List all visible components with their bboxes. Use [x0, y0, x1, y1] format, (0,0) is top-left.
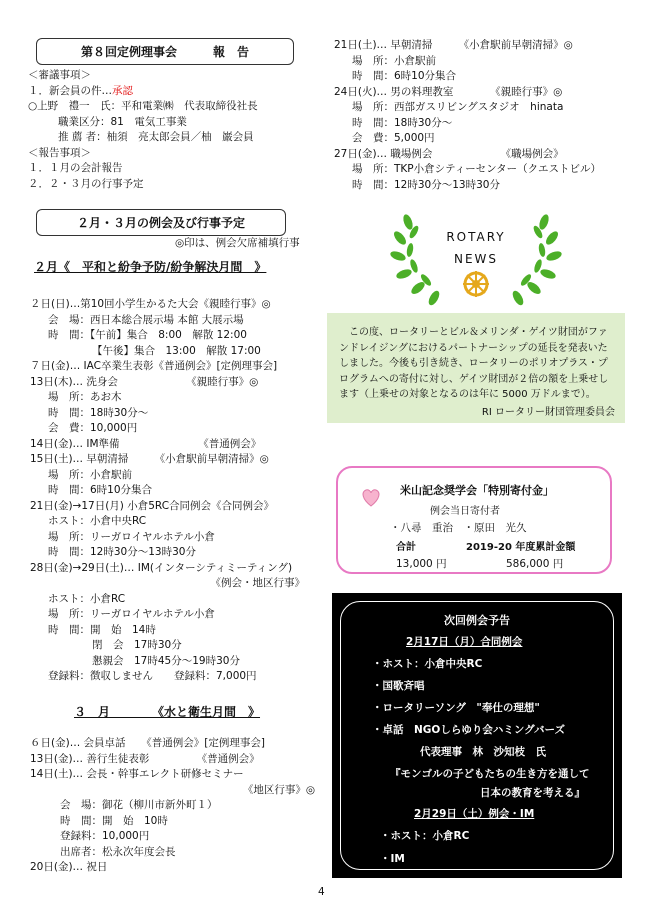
schedule-line: ７日(金)… IAC卒業生表彰《普通例会》[定例理事会]	[30, 360, 278, 372]
donation-box	[336, 466, 612, 574]
schedule-line: 《地区行事》◎	[242, 783, 315, 796]
schedule-title: ２月・３月の例会及び行事予定	[36, 209, 286, 236]
report-line: 職業区分：81 電気工事業	[58, 115, 187, 128]
right-schedule	[334, 38, 624, 193]
schedule-line: 21日(土)… 早朝清掃 《小倉駅前早朝清掃》◎	[334, 39, 573, 51]
heart-icon	[360, 486, 382, 508]
schedule-line: 13日(金)… 善行生徒表彰 《普通例会》	[30, 752, 260, 765]
schedule-line: 会 場：西日本総合展示場 本館 大展示場	[48, 313, 244, 326]
report-title: 第８回定例理事会 報 告	[36, 38, 294, 65]
donation-total: 13,000 円	[396, 558, 447, 570]
page-number: 4	[318, 886, 325, 898]
schedule-line: 時 間：18時30分～	[48, 406, 149, 419]
feb-heading: ２月《 平和と紛争予防/紛争解決月間 》	[34, 260, 267, 274]
schedule-line: 場 所：TKP小倉シティーセンター（クエストビル）	[352, 163, 601, 175]
schedule-line: 登録料：10,000円	[60, 830, 150, 842]
rotary-news-box	[327, 313, 625, 423]
schedule-line: 時 間：開 始 14時	[48, 623, 156, 636]
schedule-line: ２日(日)…第10回小学生かるた大会《親睦行事》◎	[30, 298, 271, 310]
schedule-line: 場 所：西部ガスリビングスタジオ hinata	[352, 101, 564, 113]
schedule-line: 場 所：リーガロイヤルホテル小倉	[48, 608, 215, 620]
schedule-line: 14日(金)… IM準備 《普通例会》	[30, 437, 262, 450]
donation-title: 米山記念奨学会「特別寄付金」	[400, 484, 554, 497]
report-title-box	[36, 38, 294, 65]
schedule-line: 懇親会 17時45分～19時30分	[92, 654, 240, 667]
next-meeting-items1	[372, 657, 590, 801]
schedule-line: 時 間：【午前】集合 8:00 解散 12:00	[48, 329, 247, 341]
schedule-line: 場 所：あお木	[48, 391, 122, 403]
report-line: ２．２・３月の行事予定	[28, 177, 144, 190]
schedule-note: ◎印は、例会欠席補填行事	[175, 237, 300, 249]
schedule-line: 時 間：6時10分集合	[48, 484, 153, 496]
schedule-line: 出席者：松永次年度会長	[60, 845, 176, 858]
meeting-item: ・ロータリーソング "奉仕の理想"	[372, 702, 540, 714]
report-line: 推 薦 者：柚須 亮太郎会員／柚 巌会員	[58, 131, 254, 143]
next-meeting-title: 次回例会予告	[444, 614, 510, 627]
report-line: ＜審議事項＞	[28, 69, 91, 81]
schedule-line: 13日(木)… 洗身会 《親睦行事》◎	[30, 375, 259, 388]
schedule-line: 場 所：リーガロイヤルホテル小倉	[48, 530, 215, 543]
meeting-item: 日本の教育を考える』	[480, 787, 585, 799]
schedule-line: 時 間：開 始 10時	[60, 814, 168, 827]
schedule-line: 15日(土)… 早朝清掃 《小倉駅前早朝清掃》◎	[30, 453, 269, 465]
meeting-item: ・国歌斉唱	[372, 680, 425, 692]
next-meeting-date1: 2月17日（月）合同例会	[406, 636, 523, 648]
schedule-line: 時 間：12時30分～13時30分	[48, 546, 196, 558]
schedule-line: 閉 会 17時30分	[92, 639, 182, 651]
report-line: ○上野 禮一 氏：平和電業㈱ 代表取締役社長	[28, 100, 258, 112]
schedule-line: 時 間：18時30分～	[352, 116, 453, 129]
schedule-line: 登録料：徴収しません 登録料：7,000円	[48, 670, 257, 682]
donation-cumulative: 586,000 円	[506, 558, 564, 570]
mar-heading: ３ 月 《水と衛生月間 》	[74, 705, 261, 719]
feb-schedule	[30, 297, 330, 685]
meeting-item: 『モンゴルの子どもたちの生き方を通して	[390, 768, 590, 780]
meeting-item: 代表理事 林 沙知枝 氏	[420, 746, 546, 758]
approval-text: 承認	[112, 84, 133, 97]
schedule-line: ホスト：小倉中央RC	[48, 515, 147, 527]
schedule-line: 会 費：5,000円	[352, 132, 435, 144]
meeting-item: ・卓話 NGOしらゆり会ハミングバーズ	[372, 724, 565, 736]
schedule-line: 【午後】集合 13:00 解散 17:00	[92, 344, 261, 357]
logo-news-text: NEWS	[453, 252, 499, 266]
schedule-line: 27日(金)… 職場例会 《職場例会》	[334, 147, 564, 160]
next-meeting-box	[332, 593, 622, 878]
schedule-title-box	[36, 209, 286, 236]
rotary-wheel-icon	[463, 271, 489, 297]
donation-donors: ・八尋 重治 ・原田 光久	[390, 522, 527, 534]
schedule-line: 場 所：小倉駅前	[352, 54, 436, 67]
report-line: １．新会員の件…承認	[28, 84, 133, 97]
rotary-news-logo	[386, 210, 566, 310]
donation-cumulative-label: 2019-20 年度累計金額	[466, 542, 576, 553]
schedule-line: ホスト：小倉RC	[48, 592, 126, 605]
schedule-line: 14日(土)… 会長・幹事エレクト研修セミナー	[30, 768, 244, 780]
meeting-item: ・ホスト：小倉RC	[380, 830, 470, 842]
schedule-line: 会 費：10,000円	[48, 422, 138, 434]
meeting-item: ・ホスト：小倉中央RC	[372, 658, 483, 670]
donation-subtitle: 例会当日寄付者	[430, 506, 500, 517]
news-signature: RI ロータリー財団管理委員会	[481, 406, 615, 418]
news-text: この度、ロータリーとビル＆メリンダ・ゲイツ財団がファンドレイジングにおけるパートナーシップの延長を発表いたしました。今後も引き続き、ロータリーのポリオプラス・プログラムへの寄付に対し、ゲイツ財団が２倍の額を上乗せします（上乗せの対象となるのは年に 5000 万ドルまで）。	[339, 327, 609, 400]
schedule-line: 場 所：小倉駅前	[48, 468, 132, 481]
schedule-line: 会 場：御花（柳川市新外町１）	[60, 799, 218, 811]
schedule-line: 時 間：12時30分～13時30分	[352, 178, 500, 191]
schedule-line: ６日(金)… 会員卓話 《普通例会》[定例理事会]	[30, 737, 265, 749]
schedule-line: 《例会・地区行事》	[210, 577, 305, 589]
report-line: １．１月の会計報告	[28, 162, 123, 174]
next-meeting-items2	[380, 829, 469, 867]
report-line: ＜報告事項＞	[28, 146, 91, 159]
schedule-line: 24日(火)… 男の料理教室 《親睦行事》◎	[334, 85, 563, 98]
schedule-line: 21日(金)→17日(月) 小倉5RC合同例会《合同例会》	[30, 499, 275, 512]
meeting-item: ・IM	[380, 853, 405, 865]
schedule-line: 時 間：6時10分集合	[352, 70, 457, 82]
logo-rotary-text: ROTARY	[446, 230, 506, 244]
next-meeting-date2: 2月29日（土）例会・IM	[414, 808, 535, 820]
mar-schedule	[30, 736, 330, 876]
donation-total-label: 合計	[396, 542, 416, 553]
schedule-line: 20日(金)… 祝日	[30, 861, 108, 873]
report-body	[28, 68, 318, 192]
schedule-line: 28日(金)→29日(土)… IM(インターシティミーティング)	[30, 561, 293, 574]
